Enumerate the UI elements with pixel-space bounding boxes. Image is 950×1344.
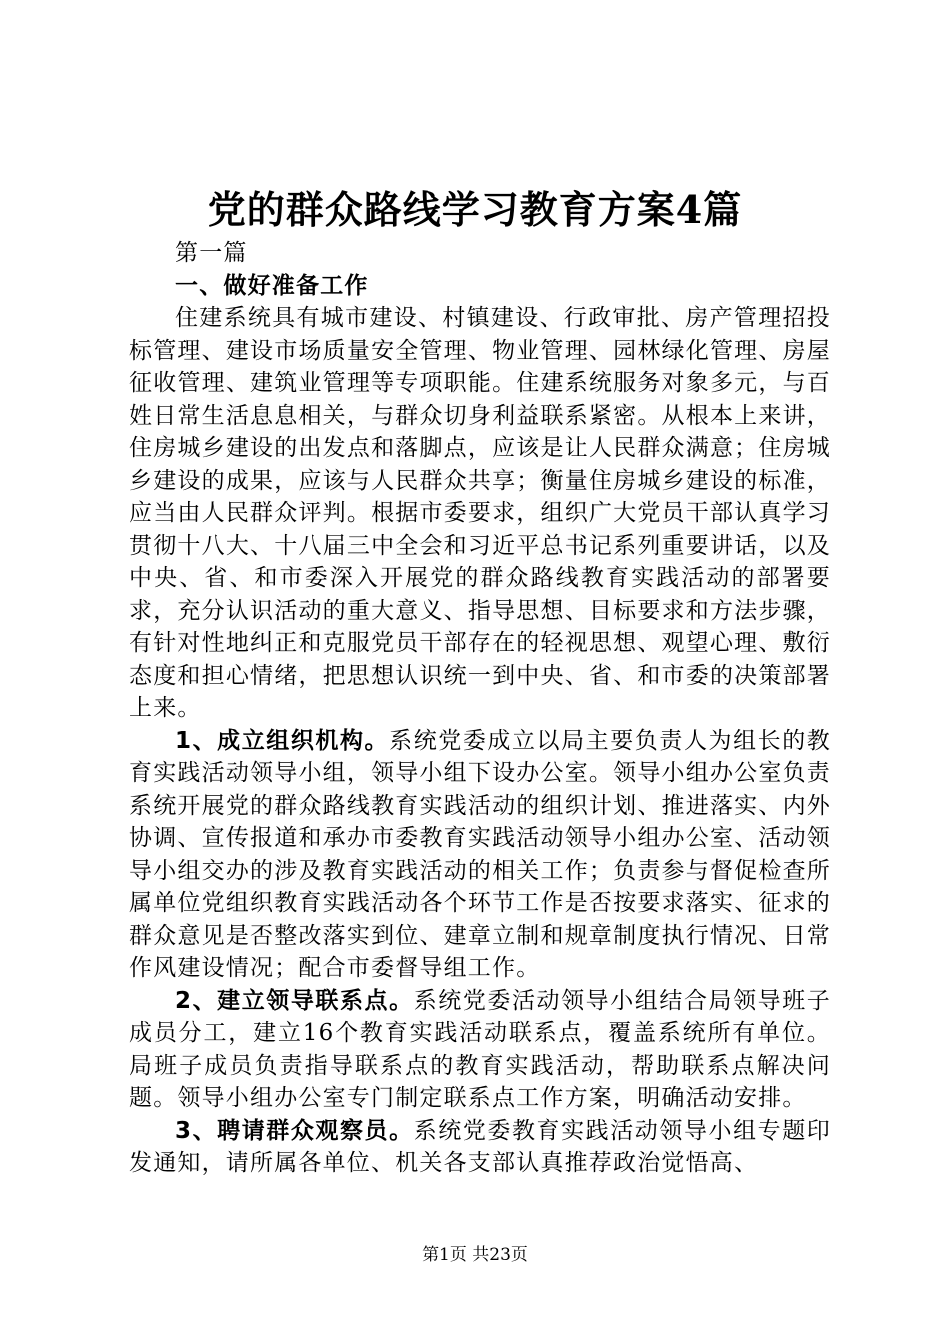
item-paragraph-1 — [129, 725, 831, 985]
item-text-1: 系统党委成立以局主要负责人为组长的教育实践活动领导小组，领导小组下设办公室。领导小组办公室负责系统开展党的群众路线教育实践活动的组织计划、推进落实、内外协调、宣传报道和承办市委教育实践活动领导小组办公室、活动领导小组交办的涉及教育实践活动的相关工作；负责参与督促检查所属单位党组织教育实践活动各个环节工作是否按要求落实、征求的群众意见是否整改落实到位、建章立制和规章制度执行情况、日常作风建设情况；配合市委督导组工作。 — [129, 727, 831, 981]
document-body — [129, 237, 831, 1180]
document-title: 党的群众路线学习教育方案4篇 — [207, 187, 743, 232]
item-lead-1: 1、成立组织机构。 — [175, 727, 390, 754]
intro-paragraph: 住建系统具有城市建设、村镇建设、行政审批、房产管理招投标管理、建设市场质量安全管理、物业管理、园林绿化管理、房屋征收管理、建筑业管理等专项职能。住建系统服务对象多元，与百姓日常生活息息相关，与群众切身利益联系紧密。从根本上来讲，住房城乡建设的出发点和落脚点，应该是让人民群众满意；住房城乡建设的成果，应该与人民群众共享；衡量住房城乡建设的标准，应当由人民群众评判。根据市委要求，组织广大党员干部认真学习贯彻十八大、十八届三中全会和习近平总书记系列重要讲话，以及中央、省、和市委深入开展党的群众路线教育实践活动的部署要求，充分认识活动的重大意义、指导思想、目标要求和方法步骤，有针对性地纠正和克服党员干部存在的轻视思想、观望心理、敷衍态度和担心情绪，把思想认识统一到中央、省、和市委的决策部署上来。 — [129, 305, 831, 721]
page-footer: 第1页 共23页 — [422, 1245, 528, 1265]
item-lead-2: 2、建立领导联系点。 — [175, 987, 414, 1014]
item-lead-3: 3、聘请群众观察员。 — [175, 1117, 414, 1144]
item-text-2: 系统党委活动领导小组结合局领导班子成员分工，建立16个教育实践活动联系点，覆盖系统所有单位。局班子成员负责指导联系点的教育实践活动，帮助联系点解决问题。领导小组办公室专门制定联系点工作方案，明确活动安排。 — [129, 987, 831, 1111]
item-text-3: 系统党委教育实践活动领导小组专题印发通知，请所属各单位、机关各支部认真推荐政治觉悟高、 — [129, 1117, 831, 1176]
item-paragraph-3 — [129, 1115, 831, 1180]
part-label: 第一篇 — [175, 240, 248, 266]
section-heading: 一、做好准备工作 — [175, 272, 369, 299]
item-paragraph-2 — [129, 985, 831, 1115]
